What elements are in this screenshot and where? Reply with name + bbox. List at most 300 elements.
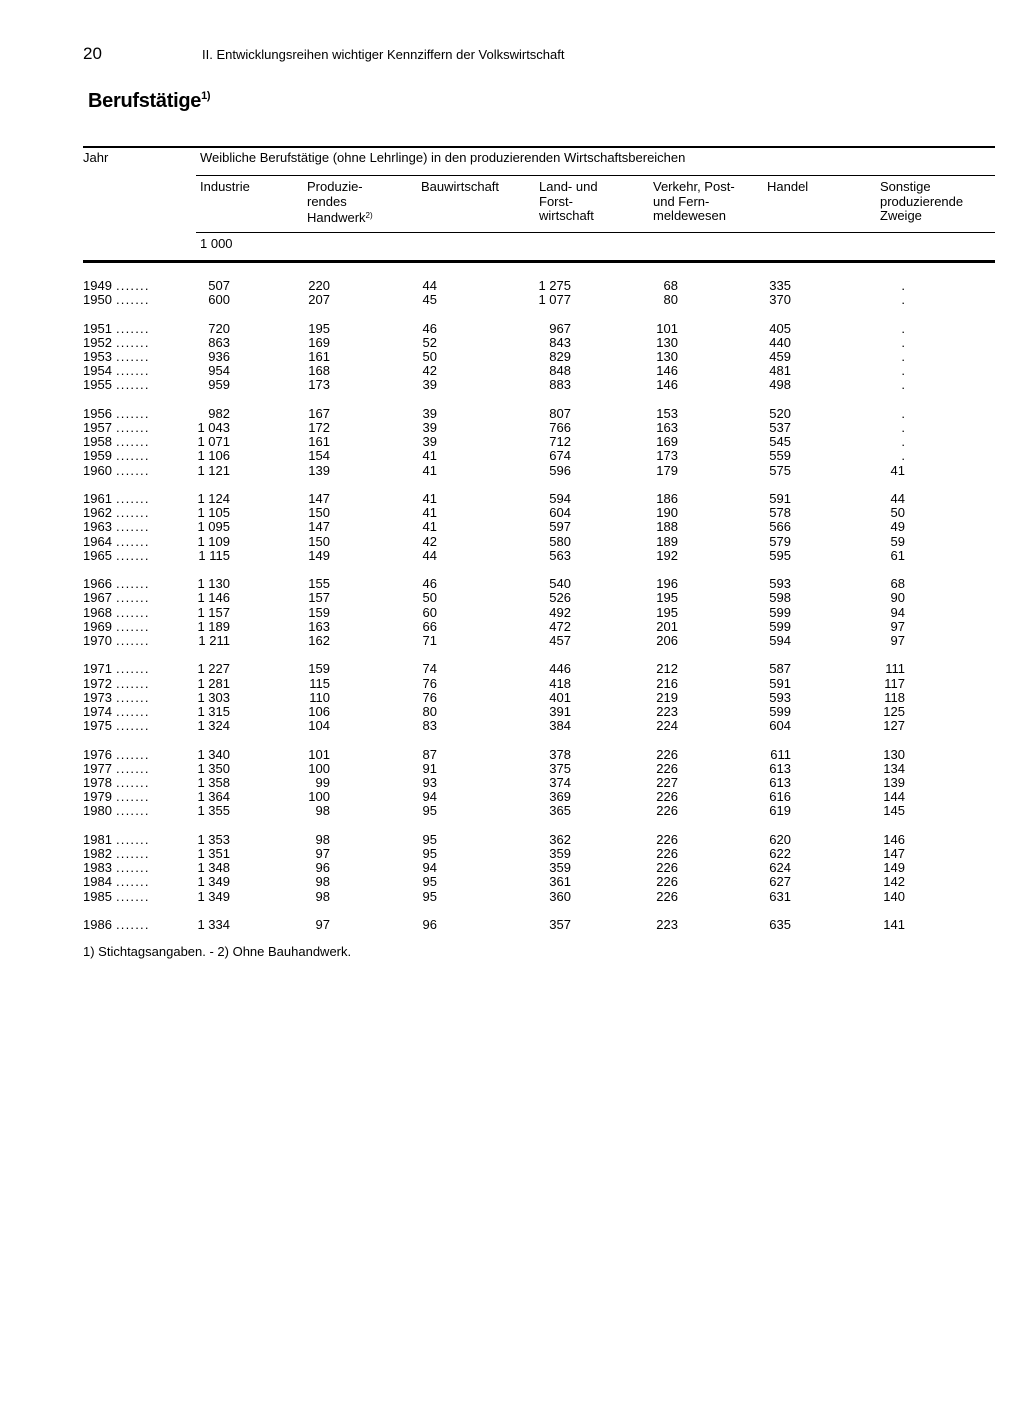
table-top-rule bbox=[83, 146, 995, 148]
value-cell: 60 bbox=[422, 604, 437, 620]
value-cell: . bbox=[901, 377, 905, 393]
year-cell: 1971 bbox=[83, 661, 112, 677]
value-cell: 201 bbox=[656, 618, 678, 634]
value-cell: 44 bbox=[890, 491, 905, 506]
value-cell: 863 bbox=[208, 334, 230, 350]
table-row bbox=[0, 804, 1024, 818]
value-cell: 578 bbox=[769, 505, 791, 521]
value-cell: 226 bbox=[656, 760, 678, 776]
value-cell: 50 bbox=[890, 505, 905, 521]
leader-dots: ....... bbox=[116, 860, 150, 876]
column-header-line: Handwerk$^{2)}$ bbox=[307, 210, 373, 225]
value-cell: 97 bbox=[315, 846, 330, 861]
value-cell: 591 bbox=[769, 675, 791, 691]
value-cell: 101 bbox=[656, 320, 678, 336]
column-header-line: produzierende bbox=[880, 193, 964, 209]
value-cell: 140 bbox=[883, 888, 905, 904]
value-cell: 139 bbox=[308, 462, 330, 478]
footnote: 1) Stichtagsangaben. - 2) Ohne Bauhandwerk. bbox=[83, 944, 352, 959]
value-cell: 446 bbox=[549, 661, 571, 677]
leader-dots: ....... bbox=[116, 803, 150, 819]
value-cell: . bbox=[901, 349, 905, 364]
value-cell: 66 bbox=[422, 618, 437, 634]
value-cell: 593 bbox=[769, 576, 791, 592]
column-header-industrie bbox=[200, 180, 250, 195]
value-cell: 540 bbox=[549, 576, 571, 592]
page-title bbox=[88, 90, 210, 113]
value-cell: 631 bbox=[769, 888, 791, 904]
leader-dots: ....... bbox=[116, 675, 150, 691]
value-cell: 359 bbox=[549, 846, 571, 861]
value-cell: 712 bbox=[549, 434, 571, 450]
year-cell: 1956 bbox=[83, 405, 112, 421]
column-header-line: Land- und bbox=[539, 179, 598, 194]
value-cell: 619 bbox=[769, 803, 791, 819]
value-cell: 1 043 bbox=[197, 420, 230, 435]
value-cell: 130 bbox=[883, 746, 905, 762]
value-cell: 627 bbox=[769, 874, 791, 890]
table-row bbox=[0, 662, 1024, 676]
value-cell: 807 bbox=[549, 405, 571, 421]
leader-dots: ....... bbox=[116, 519, 150, 535]
value-cell: 563 bbox=[549, 547, 571, 563]
value-cell: 159 bbox=[308, 661, 330, 677]
value-cell: 613 bbox=[769, 775, 791, 790]
value-cell: 361 bbox=[549, 874, 571, 890]
value-cell: 173 bbox=[308, 377, 330, 393]
value-cell: 130 bbox=[656, 334, 678, 350]
value-cell: 94 bbox=[422, 860, 437, 876]
column-header-line: Produzie- bbox=[307, 179, 363, 194]
value-cell: 226 bbox=[656, 789, 678, 805]
leader-dots: ....... bbox=[116, 533, 150, 549]
leader-dots: ....... bbox=[116, 704, 150, 719]
table-row bbox=[0, 634, 1024, 648]
value-cell: 1 130 bbox=[197, 576, 230, 592]
table-row bbox=[0, 549, 1024, 563]
value-cell: 87 bbox=[422, 746, 437, 762]
stub-header: Jahr bbox=[83, 150, 109, 165]
leader-dots: ....... bbox=[116, 491, 150, 506]
table-row bbox=[0, 449, 1024, 463]
table-row bbox=[0, 918, 1024, 932]
value-cell: 134 bbox=[883, 760, 905, 776]
value-cell: 375 bbox=[549, 760, 571, 776]
year-cell: 1952 bbox=[83, 334, 112, 350]
table-row bbox=[0, 833, 1024, 847]
value-cell: 720 bbox=[208, 320, 230, 336]
value-cell: 594 bbox=[769, 633, 791, 648]
value-cell: 98 bbox=[315, 831, 330, 847]
column-header-line: Industrie bbox=[200, 179, 250, 194]
value-cell: 162 bbox=[308, 633, 330, 648]
table-row bbox=[0, 691, 1024, 705]
value-cell: 41 bbox=[422, 462, 437, 478]
leader-dots: ....... bbox=[116, 789, 150, 805]
value-cell: 580 bbox=[549, 533, 571, 549]
value-cell: 1 324 bbox=[197, 718, 230, 734]
year-cell: 1954 bbox=[83, 363, 112, 379]
value-cell: 207 bbox=[308, 292, 330, 308]
value-cell: 195 bbox=[308, 320, 330, 336]
value-cell: 848 bbox=[549, 363, 571, 379]
value-cell: 843 bbox=[549, 334, 571, 350]
value-cell: 1 281 bbox=[197, 675, 230, 691]
value-cell: 104 bbox=[308, 718, 330, 734]
column-header-line: wirtschaft bbox=[539, 208, 594, 223]
leader-dots: ....... bbox=[116, 618, 150, 634]
table-row bbox=[0, 350, 1024, 364]
value-cell: 227 bbox=[656, 775, 678, 790]
leader-dots: ....... bbox=[116, 746, 150, 762]
value-cell: 97 bbox=[890, 618, 905, 634]
column-header-line: Bauwirtschaft bbox=[421, 179, 500, 194]
value-cell: 44 bbox=[422, 547, 437, 563]
year-cell: 1958 bbox=[83, 434, 112, 450]
value-cell: 161 bbox=[308, 434, 330, 450]
value-cell: 1 340 bbox=[197, 746, 230, 762]
value-cell: 41 bbox=[422, 519, 437, 535]
value-cell: 149 bbox=[308, 547, 330, 563]
value-cell: 219 bbox=[656, 689, 678, 705]
value-cell: 405 bbox=[769, 320, 791, 336]
value-cell: 41 bbox=[422, 491, 437, 506]
column-header-handwerk bbox=[307, 180, 373, 226]
value-cell: 39 bbox=[422, 405, 437, 421]
value-cell: 457 bbox=[549, 633, 571, 648]
value-cell: 226 bbox=[656, 803, 678, 819]
year-cell: 1961 bbox=[83, 491, 112, 506]
value-cell: 635 bbox=[769, 917, 791, 932]
year-cell: 1973 bbox=[83, 689, 112, 705]
value-cell: 1 353 bbox=[197, 831, 230, 847]
value-cell: 604 bbox=[769, 718, 791, 734]
value-cell: 100 bbox=[308, 789, 330, 805]
value-cell: 95 bbox=[422, 888, 437, 904]
value-cell: 83 bbox=[422, 718, 437, 734]
table-row bbox=[0, 364, 1024, 378]
year-cell: 1967 bbox=[83, 590, 112, 606]
value-cell: 44 bbox=[422, 278, 437, 293]
table-row bbox=[0, 748, 1024, 762]
table-row bbox=[0, 620, 1024, 634]
value-cell: 145 bbox=[883, 803, 905, 819]
leader-dots: ....... bbox=[116, 505, 150, 521]
unit-label: 1 000 bbox=[200, 236, 233, 251]
year-cell: 1950 bbox=[83, 292, 112, 308]
value-cell: 1 334 bbox=[197, 917, 230, 932]
table-row bbox=[0, 606, 1024, 620]
year-cell: 1982 bbox=[83, 846, 112, 861]
spanner-rule bbox=[196, 175, 995, 176]
column-header-sonstige bbox=[880, 180, 963, 224]
column-header-line: Verkehr, Post- bbox=[653, 179, 735, 194]
value-cell: 61 bbox=[890, 547, 905, 563]
value-cell: 186 bbox=[656, 491, 678, 506]
value-cell: 357 bbox=[549, 917, 571, 932]
value-cell: . bbox=[901, 363, 905, 379]
value-cell: 98 bbox=[315, 874, 330, 890]
table-row bbox=[0, 776, 1024, 790]
value-cell: 507 bbox=[208, 278, 230, 293]
column-header-bauwirtschaft bbox=[421, 180, 499, 195]
value-cell: 147 bbox=[883, 846, 905, 861]
value-cell: . bbox=[901, 292, 905, 308]
column-footnote-marker: 2) bbox=[365, 211, 373, 220]
leader-dots: ....... bbox=[116, 633, 150, 648]
value-cell: 149 bbox=[883, 860, 905, 876]
value-cell: 362 bbox=[549, 831, 571, 847]
value-cell: 1 349 bbox=[197, 888, 230, 904]
value-cell: 365 bbox=[549, 803, 571, 819]
value-cell: 369 bbox=[549, 789, 571, 805]
page-number: 20 bbox=[83, 44, 102, 63]
value-cell: 982 bbox=[208, 405, 230, 421]
value-cell: 153 bbox=[656, 405, 678, 421]
year-cell: 1970 bbox=[83, 633, 112, 648]
table-row bbox=[0, 762, 1024, 776]
value-cell: 597 bbox=[549, 519, 571, 535]
value-cell: 620 bbox=[769, 831, 791, 847]
value-cell: 598 bbox=[769, 590, 791, 606]
value-cell: 1 275 bbox=[538, 278, 571, 293]
value-cell: 161 bbox=[308, 349, 330, 364]
value-cell: 611 bbox=[770, 746, 791, 762]
value-cell: 76 bbox=[422, 689, 437, 705]
leader-dots: ....... bbox=[116, 661, 150, 677]
value-cell: 370 bbox=[769, 292, 791, 308]
value-cell: 604 bbox=[549, 505, 571, 521]
value-cell: 1 189 bbox=[197, 618, 230, 634]
value-cell: 49 bbox=[890, 519, 905, 535]
value-cell: 139 bbox=[883, 775, 905, 790]
value-cell: 117 bbox=[884, 675, 905, 691]
value-cell: 169 bbox=[308, 334, 330, 350]
value-cell: 91 bbox=[422, 760, 437, 776]
leader-dots: ....... bbox=[116, 448, 150, 464]
column-header-verkehr bbox=[653, 180, 735, 224]
value-cell: 167 bbox=[308, 405, 330, 421]
value-cell: 545 bbox=[769, 434, 791, 450]
running-head: II. Entwicklungsreihen wichtiger Kennziffern der Volkswirtschaft bbox=[202, 47, 565, 62]
value-cell: 42 bbox=[422, 533, 437, 549]
year-cell: 1969 bbox=[83, 618, 112, 634]
value-cell: 95 bbox=[422, 874, 437, 890]
table-row bbox=[0, 677, 1024, 691]
year-cell: 1981 bbox=[83, 831, 112, 847]
value-cell: 596 bbox=[549, 462, 571, 478]
value-cell: 101 bbox=[308, 746, 330, 762]
value-cell: 1 355 bbox=[197, 803, 230, 819]
value-cell: 559 bbox=[769, 448, 791, 464]
value-cell: 41 bbox=[422, 448, 437, 464]
column-header-line: Zweige bbox=[880, 208, 922, 223]
value-cell: 829 bbox=[549, 349, 571, 364]
value-cell: 147 bbox=[308, 491, 330, 506]
leader-dots: ....... bbox=[116, 405, 150, 421]
leader-dots: ....... bbox=[116, 689, 150, 705]
value-cell: 954 bbox=[208, 363, 230, 379]
table-row bbox=[0, 790, 1024, 804]
value-cell: 401 bbox=[549, 689, 571, 705]
spanner-header: Weibliche Berufstätige (ohne Lehrlinge) in den produzierenden Wirtschaftsbereichen bbox=[200, 150, 686, 165]
value-cell: 80 bbox=[663, 292, 678, 308]
column-header-line: meldewesen bbox=[653, 208, 726, 223]
value-cell: 90 bbox=[890, 590, 905, 606]
value-cell: 374 bbox=[549, 775, 571, 790]
value-cell: 526 bbox=[549, 590, 571, 606]
value-cell: 147 bbox=[308, 519, 330, 535]
value-cell: 74 bbox=[422, 661, 437, 677]
value-cell: 1 105 bbox=[197, 505, 230, 521]
value-cell: 492 bbox=[549, 604, 571, 620]
value-cell: 146 bbox=[656, 363, 678, 379]
table-row bbox=[0, 279, 1024, 293]
value-cell: 1 146 bbox=[197, 590, 230, 606]
table-row bbox=[0, 520, 1024, 534]
value-cell: 52 bbox=[422, 334, 437, 350]
column-header-line: Sonstige bbox=[880, 179, 931, 194]
year-cell: 1976 bbox=[83, 746, 112, 762]
table-row bbox=[0, 890, 1024, 904]
value-cell: 1 115 bbox=[198, 547, 230, 563]
value-cell: 39 bbox=[422, 420, 437, 435]
value-cell: 127 bbox=[883, 718, 905, 734]
value-cell: 384 bbox=[549, 718, 571, 734]
value-cell: 226 bbox=[656, 860, 678, 876]
value-cell: 481 bbox=[769, 363, 791, 379]
value-cell: 50 bbox=[422, 349, 437, 364]
value-cell: . bbox=[901, 405, 905, 421]
value-cell: 59 bbox=[890, 533, 905, 549]
table-row bbox=[0, 719, 1024, 733]
year-cell: 1964 bbox=[83, 533, 112, 549]
value-cell: . bbox=[901, 434, 905, 450]
table-row bbox=[0, 705, 1024, 719]
value-cell: 674 bbox=[549, 448, 571, 464]
value-cell: 216 bbox=[656, 675, 678, 691]
table-row bbox=[0, 407, 1024, 421]
value-cell: 41 bbox=[890, 462, 905, 478]
value-cell: 195 bbox=[656, 604, 678, 620]
value-cell: 192 bbox=[656, 547, 678, 563]
column-header-line: und Fern- bbox=[653, 193, 710, 209]
value-cell: 97 bbox=[315, 917, 330, 932]
value-cell: 150 bbox=[308, 505, 330, 521]
unit-rule bbox=[196, 232, 995, 233]
table-row bbox=[0, 322, 1024, 336]
value-cell: 39 bbox=[422, 434, 437, 450]
value-cell: 41 bbox=[422, 505, 437, 521]
table-row bbox=[0, 492, 1024, 506]
year-cell: 1965 bbox=[83, 547, 112, 563]
value-cell: 418 bbox=[549, 675, 571, 691]
value-cell: 95 bbox=[422, 846, 437, 861]
value-cell: 1 106 bbox=[197, 448, 230, 464]
value-cell: . bbox=[901, 420, 905, 435]
value-cell: 1 109 bbox=[197, 533, 230, 549]
value-cell: 146 bbox=[656, 377, 678, 393]
value-cell: 179 bbox=[656, 462, 678, 478]
value-cell: 1 349 bbox=[197, 874, 230, 890]
value-cell: 359 bbox=[549, 860, 571, 876]
year-cell: 1975 bbox=[83, 718, 112, 734]
value-cell: 189 bbox=[656, 533, 678, 549]
value-cell: 96 bbox=[315, 860, 330, 876]
value-cell: 1 211 bbox=[198, 633, 230, 648]
value-cell: 46 bbox=[422, 576, 437, 592]
value-cell: 190 bbox=[656, 505, 678, 521]
year-cell: 1979 bbox=[83, 789, 112, 805]
title-footnote-marker: 1) bbox=[201, 90, 211, 102]
table-row bbox=[0, 435, 1024, 449]
leader-dots: ....... bbox=[116, 917, 150, 932]
value-cell: 1 364 bbox=[197, 789, 230, 805]
value-cell: 593 bbox=[769, 689, 791, 705]
year-cell: 1957 bbox=[83, 420, 112, 435]
value-cell: 46 bbox=[422, 320, 437, 336]
value-cell: 1 124 bbox=[197, 491, 230, 506]
value-cell: 1 303 bbox=[197, 689, 230, 705]
value-cell: 118 bbox=[884, 689, 905, 705]
value-cell: 1 157 bbox=[197, 604, 230, 620]
year-cell: 1951 bbox=[83, 320, 112, 336]
leader-dots: ....... bbox=[116, 292, 150, 308]
table-row bbox=[0, 336, 1024, 350]
value-cell: . bbox=[901, 448, 905, 464]
year-cell: 1966 bbox=[83, 576, 112, 592]
value-cell: 599 bbox=[769, 604, 791, 620]
leader-dots: ....... bbox=[116, 775, 150, 790]
year-cell: 1968 bbox=[83, 604, 112, 620]
leader-dots: ....... bbox=[116, 320, 150, 336]
year-cell: 1972 bbox=[83, 675, 112, 691]
title-text: Berufstätige bbox=[88, 90, 202, 112]
leader-dots: ....... bbox=[116, 349, 150, 364]
value-cell: . bbox=[901, 278, 905, 293]
value-cell: 622 bbox=[769, 846, 791, 861]
table-row bbox=[0, 421, 1024, 435]
value-cell: 1 351 bbox=[197, 846, 230, 861]
value-cell: 163 bbox=[308, 618, 330, 634]
value-cell: 196 bbox=[656, 576, 678, 592]
value-cell: 223 bbox=[656, 917, 678, 932]
value-cell: 224 bbox=[656, 718, 678, 734]
value-cell: 1 358 bbox=[197, 775, 230, 790]
value-cell: 68 bbox=[890, 576, 905, 592]
leader-dots: ....... bbox=[116, 334, 150, 350]
value-cell: 223 bbox=[656, 704, 678, 719]
year-cell: 1963 bbox=[83, 519, 112, 535]
year-cell: 1960 bbox=[83, 462, 112, 478]
value-cell: 71 bbox=[422, 633, 437, 648]
value-cell: 94 bbox=[422, 789, 437, 805]
leader-dots: ....... bbox=[116, 576, 150, 592]
year-cell: 1985 bbox=[83, 888, 112, 904]
year-cell: 1984 bbox=[83, 874, 112, 890]
value-cell: 360 bbox=[549, 888, 571, 904]
value-cell: 936 bbox=[208, 349, 230, 364]
value-cell: 159 bbox=[308, 604, 330, 620]
value-cell: 226 bbox=[656, 846, 678, 861]
value-cell: 1 227 bbox=[197, 661, 230, 677]
value-cell: 1 121 bbox=[197, 462, 230, 478]
value-cell: 594 bbox=[549, 491, 571, 506]
value-cell: 472 bbox=[549, 618, 571, 634]
leader-dots: ....... bbox=[116, 831, 150, 847]
value-cell: 154 bbox=[308, 448, 330, 464]
value-cell: 1 071 bbox=[197, 434, 230, 450]
